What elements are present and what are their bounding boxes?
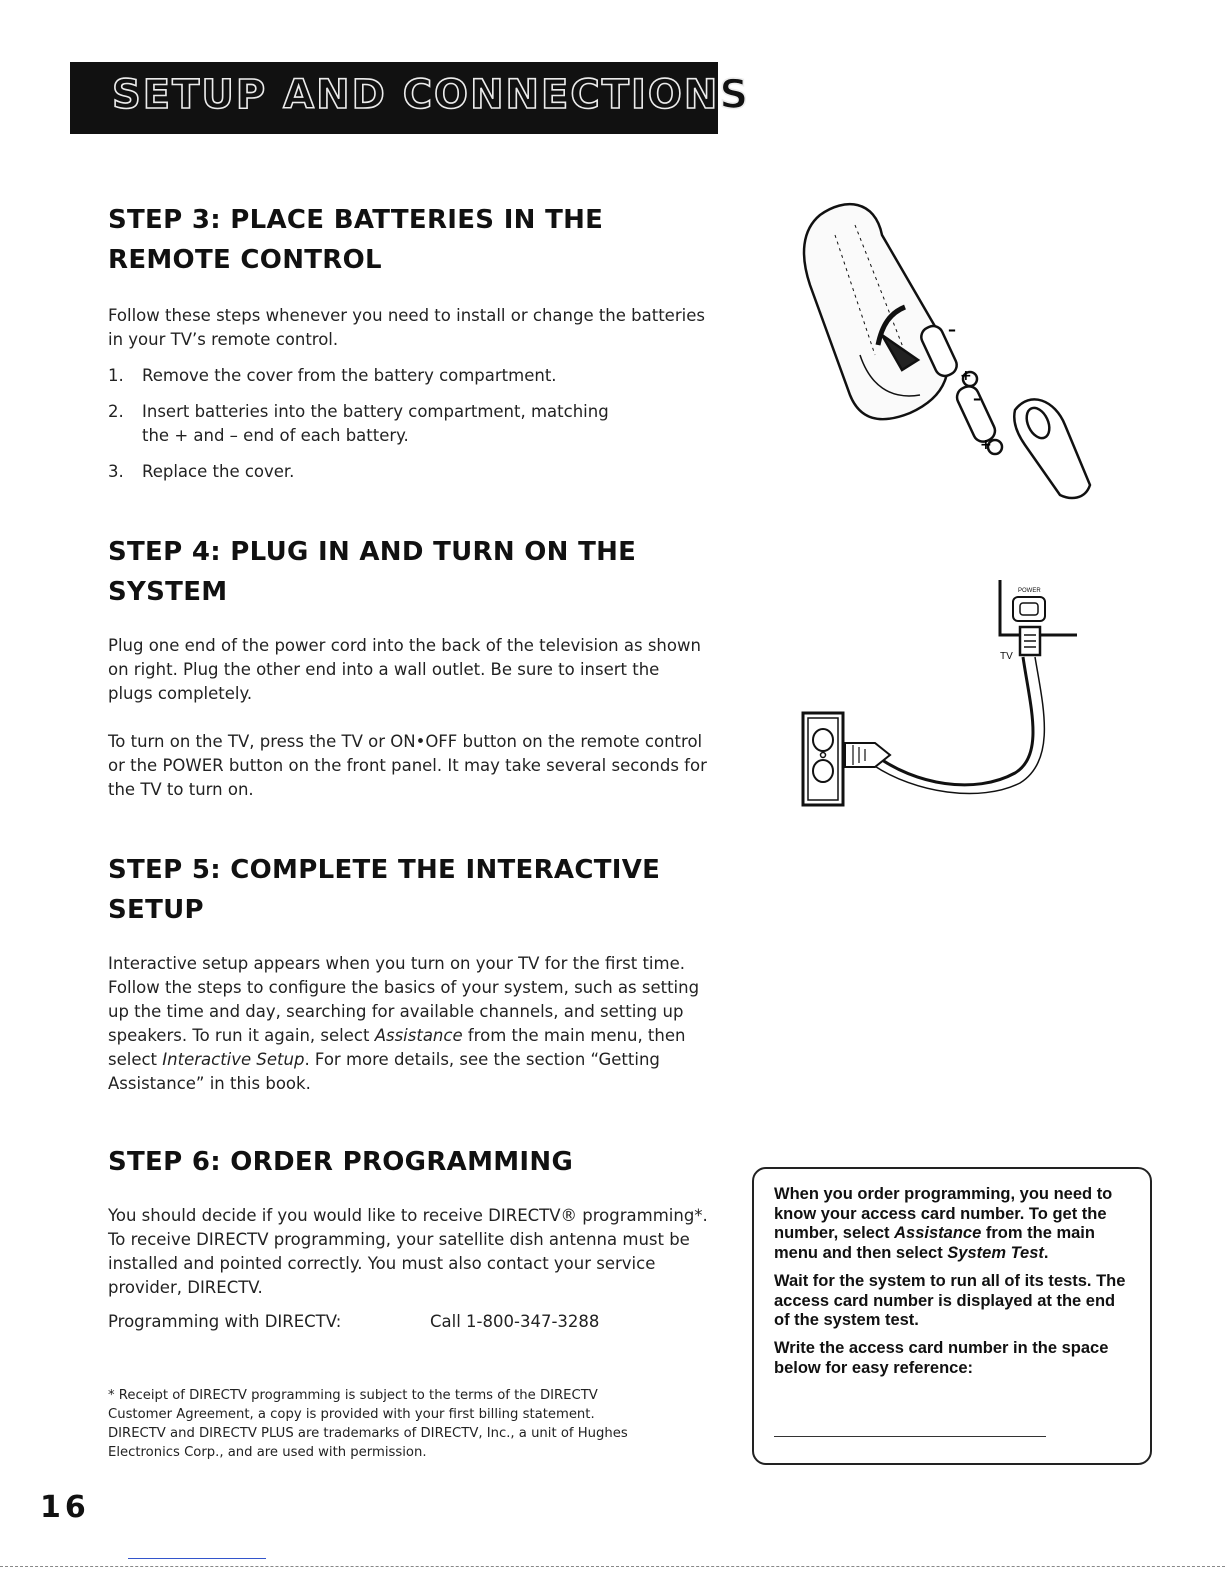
step3-intro <box>108 304 720 352</box>
svg-text:–: – <box>973 389 981 408</box>
step5-line4: speakers. To run it again, select Assistance from the main menu, then <box>108 1026 686 1045</box>
note-paragraph-2: Wait for the system to run all of its tests. The access card number is displayed at the end of the system test. <box>774 1272 1126 1329</box>
step4-p1-line2: on right. Plug the other end into a wall outlet. Be sure to insert the <box>108 660 660 679</box>
step3-heading-line1: STEP 3: PLACE BATTERIES IN THE <box>108 205 604 235</box>
step4-paragraph-2 <box>108 730 720 802</box>
step5-heading-line2: SETUP <box>108 895 204 925</box>
step4-p1-line3: plugs completely. <box>108 684 253 703</box>
step3-item-2-text: Insert batteries into the battery compartment, matching <box>142 402 609 421</box>
step3-heading <box>108 200 603 280</box>
footnote-line3: DIRECTV and DIRECTV PLUS are trademarks of DIRECTV, Inc., a unit of Hughes <box>108 1426 628 1441</box>
step4-p2-line2: or the POWER button on the front panel. It may take several seconds for <box>108 756 707 775</box>
step4-p2-line3: the TV to turn on. <box>108 780 254 799</box>
svg-text:+: + <box>980 437 992 453</box>
step6-line4: provider, DIRECTV. <box>108 1278 263 1297</box>
step3-item-1-text: Remove the cover from the battery compartment. <box>142 366 557 385</box>
programming-contact <box>108 1312 600 1331</box>
assistance-term: Assistance <box>894 1224 982 1242</box>
step3-item-3 <box>108 460 294 484</box>
step4-p2-line1: To turn on the TV, press the TV or ON•OFF button on the remote control <box>108 732 703 751</box>
remote-battery-illustration <box>790 195 1110 515</box>
svg-text:–: – <box>948 320 956 339</box>
note-paragraph-1: When you order programming, you need to know your access card number. To get the number, select Assistance from the main menu and then select System Test. <box>774 1185 1113 1262</box>
step5-line5: select Interactive Setup. For more details, see the section “Getting <box>108 1050 660 1069</box>
step6-heading: STEP 6: ORDER PROGRAMMING <box>108 1147 574 1177</box>
step5-heading <box>108 850 660 930</box>
contact-label: Programming with DIRECTV: <box>108 1312 342 1331</box>
step3-item-3-number: 3. <box>108 462 124 481</box>
step3-item-2-text-cont: the + and – end of each battery. <box>142 426 409 445</box>
step3-intro-line1: Follow these steps whenever you need to install or change the batteries <box>108 306 705 325</box>
tv-label: TV <box>1000 651 1013 662</box>
step6-line1: You should decide if you would like to receive DIRECTV® programming*. <box>108 1206 708 1225</box>
power-cord-illustration <box>795 575 1095 815</box>
step3-heading-line2: REMOTE CONTROL <box>108 245 382 275</box>
step5-line6: Assistance” in this book. <box>108 1074 311 1093</box>
footnote-line2: Customer Agreement, a copy is provided with your first billing statement. <box>108 1407 595 1422</box>
step3-intro-line2: in your TV’s remote control. <box>108 330 339 349</box>
footnote <box>108 1386 708 1462</box>
step4-paragraph-1 <box>108 634 720 706</box>
page-edge-rule <box>0 1566 1225 1567</box>
footnote-line4: Electronics Corp., and are used with permission. <box>108 1445 427 1460</box>
section-title: SETUP AND CONNECTIONS <box>112 72 751 118</box>
step4-heading-line2: SYSTEM <box>108 577 228 607</box>
bottom-rule <box>128 1558 266 1559</box>
step4-heading-line1: STEP 4: PLUG IN AND TURN ON THE <box>108 537 637 567</box>
access-card-note-box <box>752 1167 1152 1465</box>
note-paragraph-3: Write the access card number in the space below for easy reference: <box>774 1339 1109 1377</box>
step6-line3: installed and pointed correctly. You must also contact your service <box>108 1254 656 1273</box>
step5-line3: up the time and day, searching for available channels, and setting up <box>108 1002 684 1021</box>
step4-heading <box>108 532 636 612</box>
interactive-setup-term: Interactive Setup <box>162 1050 305 1069</box>
access-card-write-line <box>774 1436 1046 1437</box>
step5-line1: Interactive setup appears when you turn on your TV for the first time. <box>108 954 685 973</box>
power-label: POWER <box>1018 588 1041 594</box>
step4-p1-line1: Plug one end of the power cord into the back of the television as shown <box>108 636 701 655</box>
step3-item-2-number: 2. <box>108 402 124 421</box>
step5-heading-line1: STEP 5: COMPLETE THE INTERACTIVE <box>108 855 661 885</box>
step6-line2: To receive DIRECTV programming, your satellite dish antenna must be <box>108 1230 690 1249</box>
contact-phone: Call 1-800-347-3288 <box>430 1312 600 1331</box>
footnote-line1: * Receipt of DIRECTV programming is subject to the terms of the DIRECTV <box>108 1388 598 1403</box>
page-number: 16 <box>40 1490 90 1525</box>
step3-item-1 <box>108 364 557 388</box>
step3-item-2 <box>108 400 609 448</box>
step3-item-1-number: 1. <box>108 366 124 385</box>
section-banner <box>70 62 751 134</box>
step6-paragraph <box>108 1204 720 1300</box>
step5-paragraph <box>108 952 720 1096</box>
step3-item-3-text: Replace the cover. <box>142 462 295 481</box>
svg-text:+: + <box>960 368 972 384</box>
system-test-term: System Test <box>947 1243 1044 1262</box>
assistance-term: Assistance <box>374 1026 463 1045</box>
step5-line2: Follow the steps to configure the basics of your system, such as setting <box>108 978 700 997</box>
